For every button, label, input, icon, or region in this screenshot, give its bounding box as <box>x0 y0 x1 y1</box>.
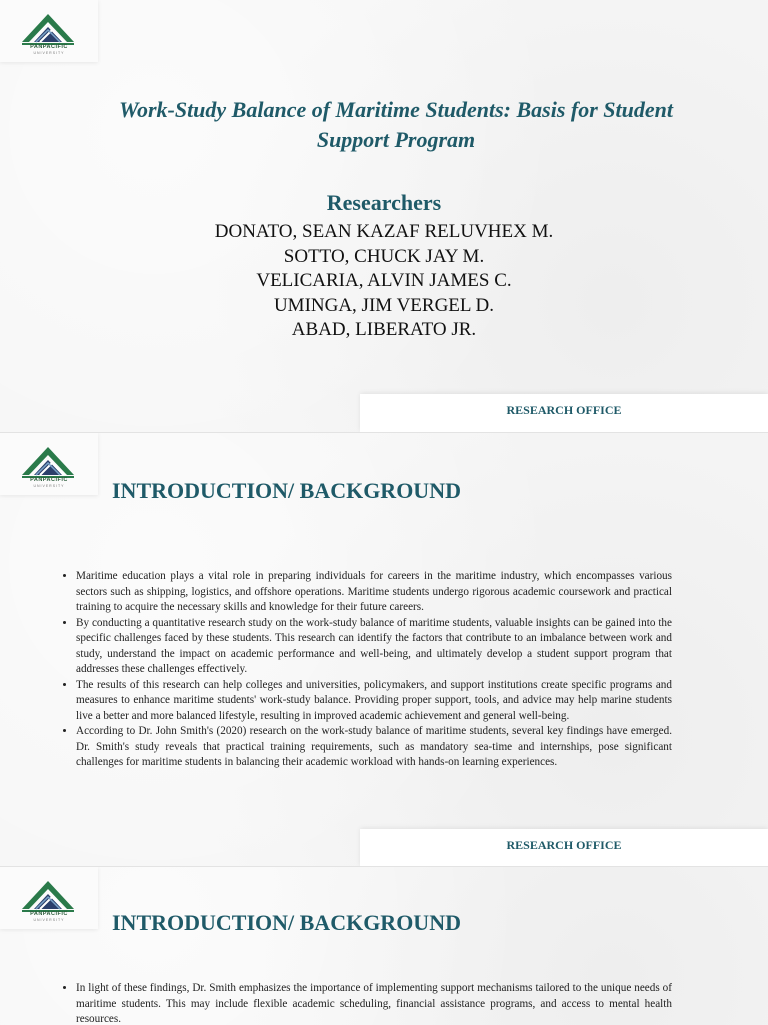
logo-subtitle: UNIVERSITY <box>33 918 65 922</box>
mountain-logo-icon <box>18 441 78 481</box>
introduction-slide <box>0 432 768 867</box>
section-heading: INTRODUCTION/ BACKGROUND <box>112 910 461 935</box>
researcher-name: UMINGA, JIM VERGEL D. <box>273 294 495 316</box>
bullet-list <box>58 981 672 1025</box>
researchers-list <box>0 220 768 343</box>
university-logo <box>0 433 98 495</box>
logo-subtitle: UNIVERSITY <box>33 484 65 488</box>
bullet-list <box>58 569 672 771</box>
logo-name: PANPACIFIC <box>30 911 68 917</box>
bullet-item: • Maritime education plays a vital role in preparing individuals for careers in the maritime industry, which encompasses various sectors such as shipping, logistics, and offshore operations. Maritime students undergo rigorous academic coursework and practical training to acquire the necessary skills and knowledge for their future careers. <box>76 569 672 616</box>
mountain-logo-icon <box>18 875 78 915</box>
logo-subtitle: UNIVERSITY <box>33 51 65 55</box>
logo-name: PANPACIFIC <box>30 477 68 483</box>
bullet-item: • The results of this research can help colleges and universities, policymakers, and support institutions create specific programs and measures to enhance maritime students' work-study balance. Providing proper support, tools, and advice may help marine students live a better and more balanced lifestyle, resulting in improved academic achievement and general well-being. <box>76 678 672 725</box>
researcher-name: SOTTO, CHUCK JAY M. <box>283 245 485 267</box>
bullet-item: • In light of these findings, Dr. Smith emphasizes the importance of implementing support mechanisms tailored to the unique needs of maritime students. This may include flexible academic scheduling, financial assistance programs, and access to mental health resources. <box>76 981 672 1025</box>
title-slide <box>0 0 768 432</box>
mountain-logo-icon <box>18 8 78 48</box>
logo-name: PANPACIFIC <box>30 44 68 50</box>
research-office-footer: RESEARCH OFFICE <box>360 394 768 432</box>
researcher-name: ABAD, LIBERATO JR. <box>291 319 477 340</box>
researcher-name: DONATO, SEAN KAZAF RELUVHEX M. <box>214 221 554 242</box>
bullet-item: • According to Dr. John Smith's (2020) research on the work-study balance of maritime students, several key findings have emerged. Dr. Smith's study reveals that practical training requirements, such as mandatory sea-time and internships, pose significant challenges for maritime students in balancing their academic workload with hands-on learning experiences. <box>76 724 672 771</box>
researcher-name: VELICARIA, ALVIN JAMES C. <box>256 270 512 291</box>
bullet-item: • By conducting a quantitative research study on the work-study balance of maritime students, valuable insights can be gained into the specific challenges faced by these students. This research can identify the factors that contribute to an imbalance between work and study, understand the impact on academic performance and well-being, and ultimately develop a student support program that addresses these challenges effectively. <box>76 616 672 678</box>
university-logo <box>0 867 98 929</box>
researchers-heading: Researchers <box>326 190 442 215</box>
presentation-title: Work-Study Balance of Maritime Students: Basis for Student Support Program <box>119 97 673 152</box>
section-heading: INTRODUCTION/ BACKGROUND <box>112 478 461 503</box>
university-logo <box>0 0 98 62</box>
research-office-footer: RESEARCH OFFICE <box>360 829 768 867</box>
introduction-slide-continued <box>0 866 768 1025</box>
